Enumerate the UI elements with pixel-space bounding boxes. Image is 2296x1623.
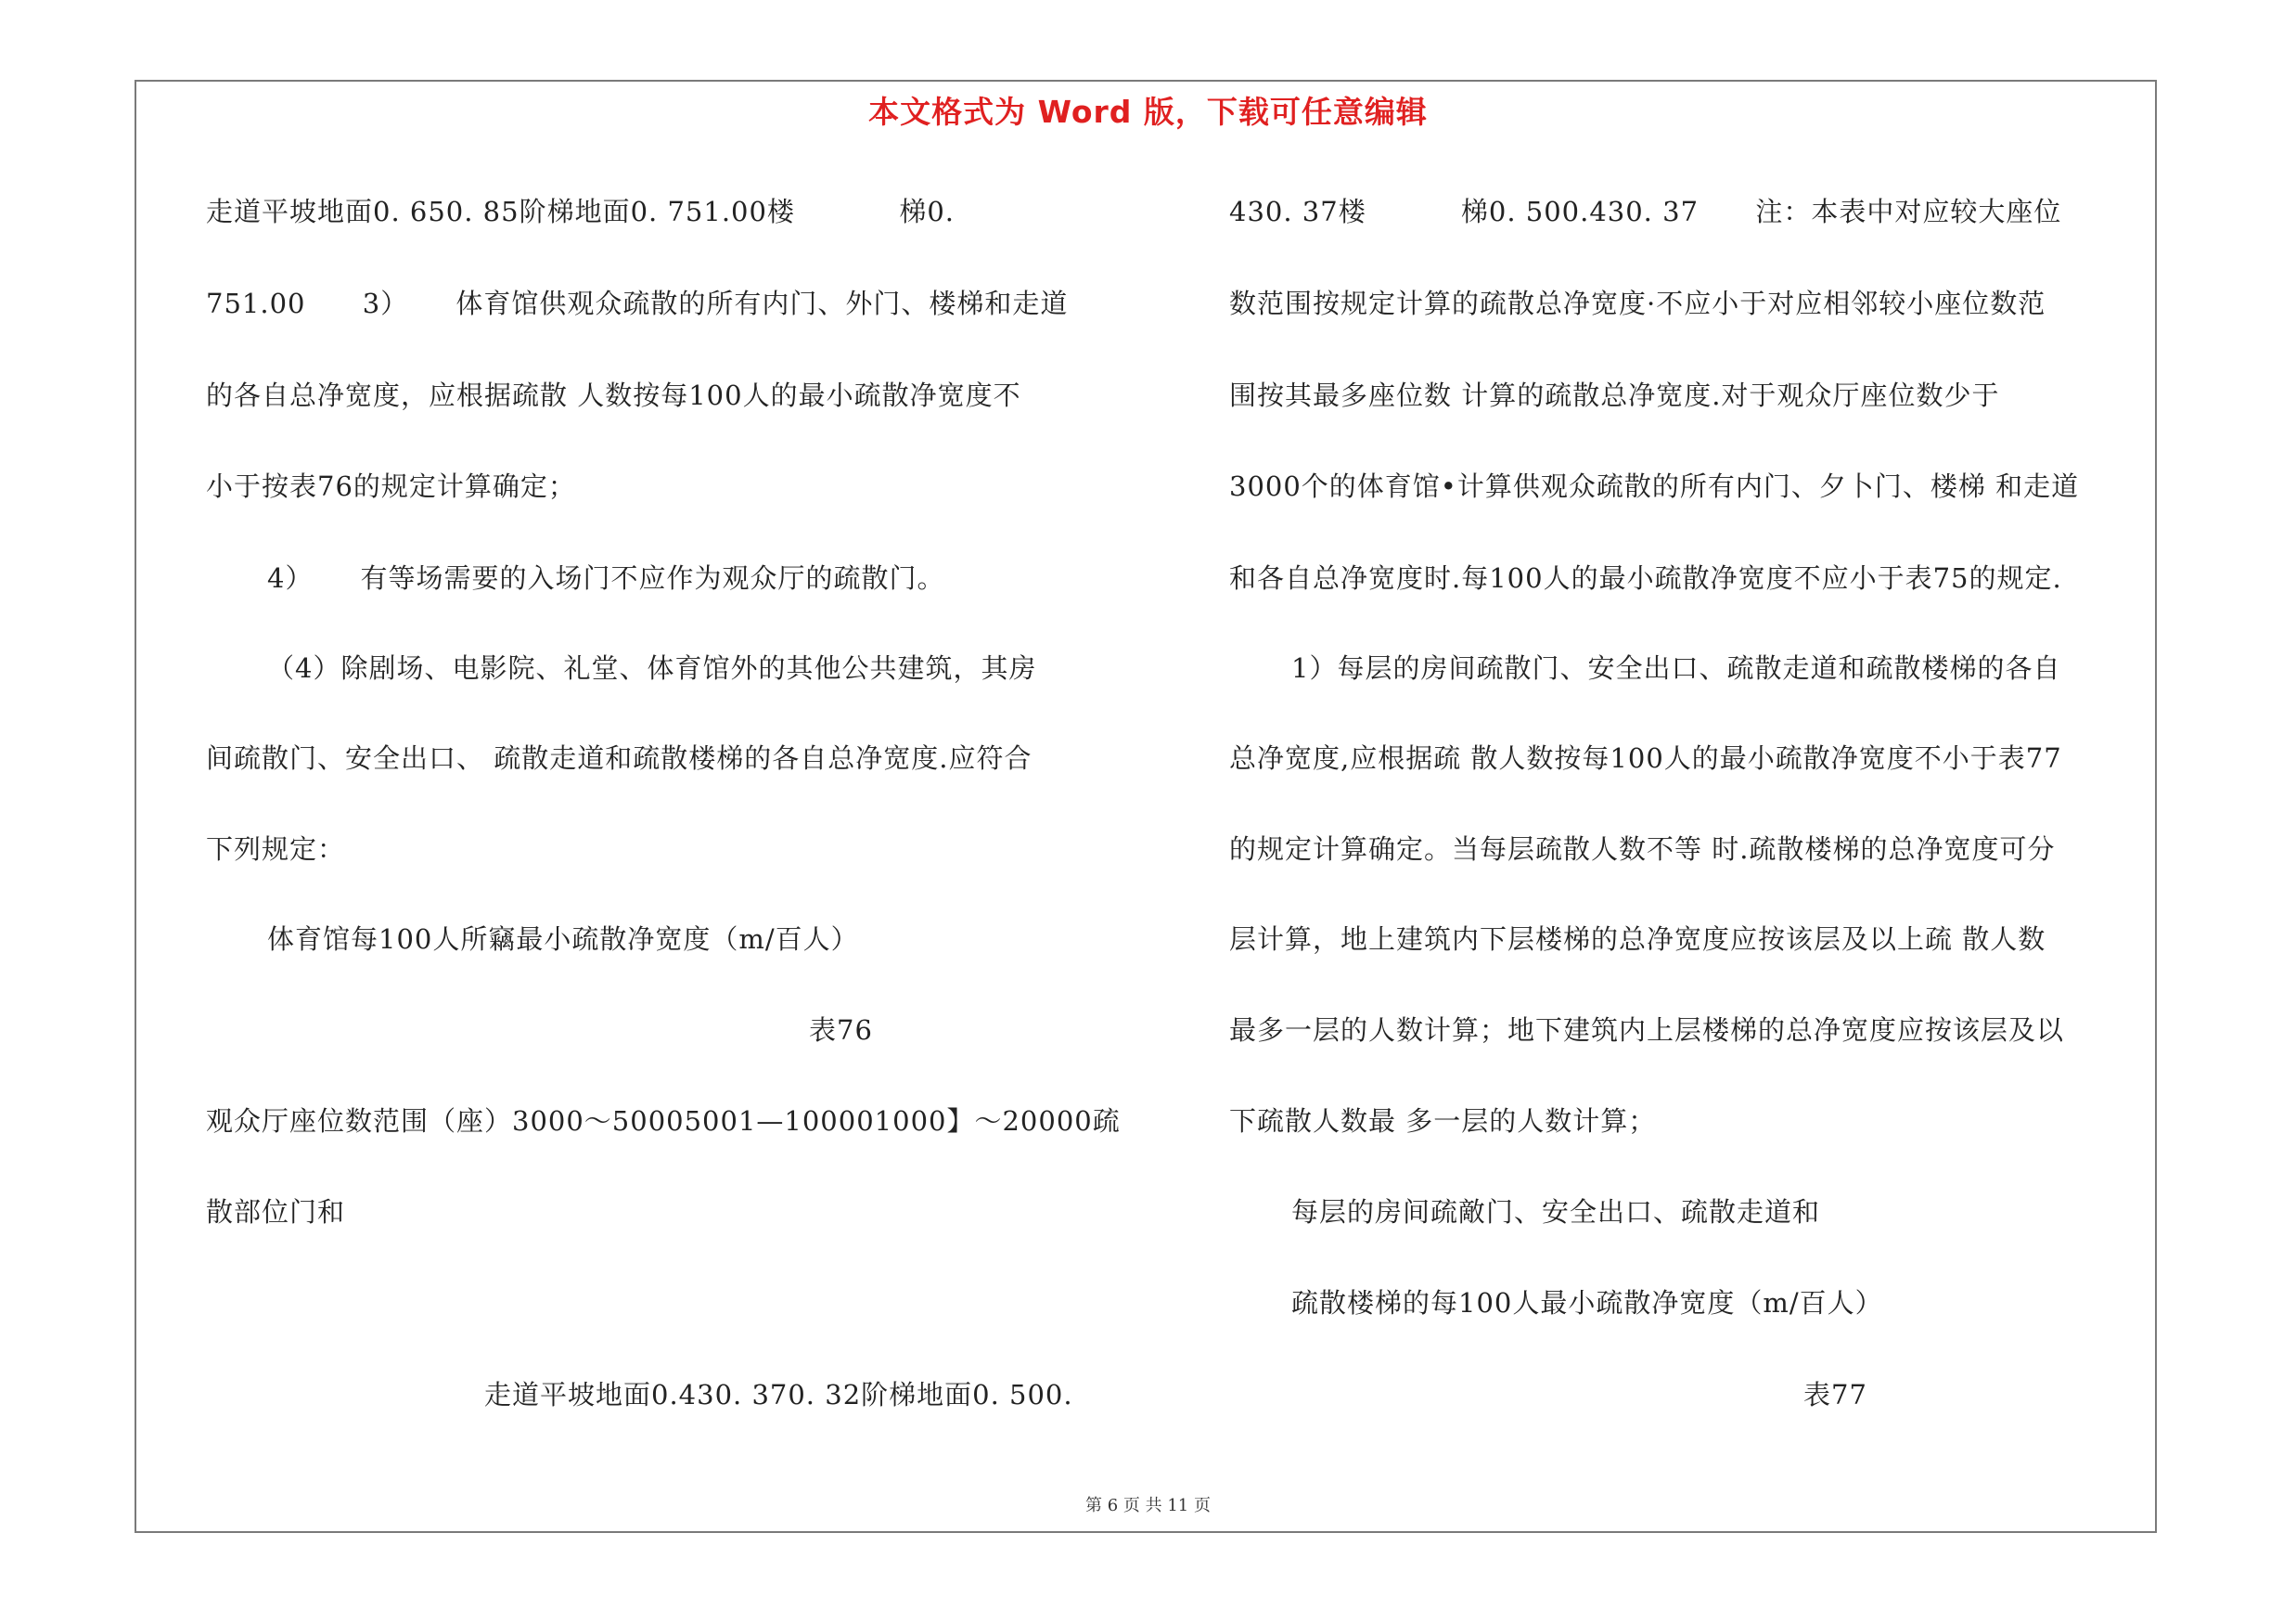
right-line: 层计算，地上建筑内下层楼梯的总净宽度应按该层及以上疏 散人数 xyxy=(1229,923,2046,955)
right-line: 3000个的体育馆•计算供观众疏散的所有内门、夕卜门、楼梯 和走道 xyxy=(1229,470,2080,502)
left-line: 表76 xyxy=(809,1014,873,1046)
right-line: 疏散楼梯的每100人最小疏散净宽度（m/百人） xyxy=(1291,1287,1883,1319)
left-line: 体育馆每100人所竊最小疏散净宽度（m/百人） xyxy=(267,923,859,955)
right-line: 围按其最多座位数 计算的疏散总净宽度.对于观众厅座位数少于 xyxy=(1229,380,2000,411)
right-line: 数范围按规定计算的疏散总净宽度·不应小于对应相邻较小座位数范 xyxy=(1229,288,2046,319)
right-line: 下疏散人数最 多一层的人数计算； xyxy=(1229,1105,1657,1137)
left-line: 下列规定： xyxy=(206,833,346,865)
left-line: 观众厅座位数范围（座）3000〜50005001—100001000】〜20000疏 xyxy=(206,1105,1121,1137)
left-line: 的各自总净宽度，应根据疏散 人数按每100人的最小疏散净宽度不 xyxy=(206,380,1021,411)
page-number: 第 6 页 共 11 页 xyxy=(1085,1496,1211,1515)
right-line: 430. 37楼 梯0. 500.430. 37 注：本表中对应较大座位 xyxy=(1229,196,2062,227)
left-line: 间疏散门、安全出口、 疏散走道和疏散楼梯的各自总净宽度.应符合 xyxy=(206,742,1033,774)
right-line: 表77 xyxy=(1803,1379,1867,1410)
left-line: 散部位门和 xyxy=(206,1196,346,1228)
header-banner: 本文格式为 Word 版，下载可任意编辑 xyxy=(868,94,1428,130)
right-line: 和各自总净宽度时.每100人的最小疏散净宽度不应小于表75的规定. xyxy=(1229,562,2062,594)
right-line: 1）每层的房间疏散门、安全出口、疏散走道和疏散楼梯的各自 xyxy=(1291,652,2061,684)
left-line: 4） 有等场需要的入场门不应作为观众厅的疏散门。 xyxy=(267,562,945,594)
left-line: 小于按表76的规定计算确定； xyxy=(206,470,576,502)
left-line: 751.00 3） 体育馆供观众疏散的所有内门、外门、楼梯和走道 xyxy=(206,288,1069,319)
left-line: （4）除剧场、电影院、礼堂、体育馆外的其他公共建筑，其房 xyxy=(267,652,1037,684)
right-line: 总净宽度,应根据疏 散人数按每100人的最小疏散净宽度不小于表77 xyxy=(1229,742,2062,774)
right-line: 每层的房间疏敵门、安全出口、疏散走道和 xyxy=(1291,1196,1821,1228)
right-line: 的规定计算确定。当每层疏散人数不等 时.疏散楼梯的总净宽度可分 xyxy=(1229,833,2056,865)
left-line: 走道平坡地面0.430. 370. 32阶梯地面0. 500. xyxy=(484,1379,1073,1410)
right-line: 最多一层的人数计算；地下建筑内上层楼梯的总净宽度应按该层及以 xyxy=(1229,1014,2065,1046)
left-line: 走道平坡地面0. 650. 85阶梯地面0. 751.00楼 梯0. xyxy=(206,196,956,227)
